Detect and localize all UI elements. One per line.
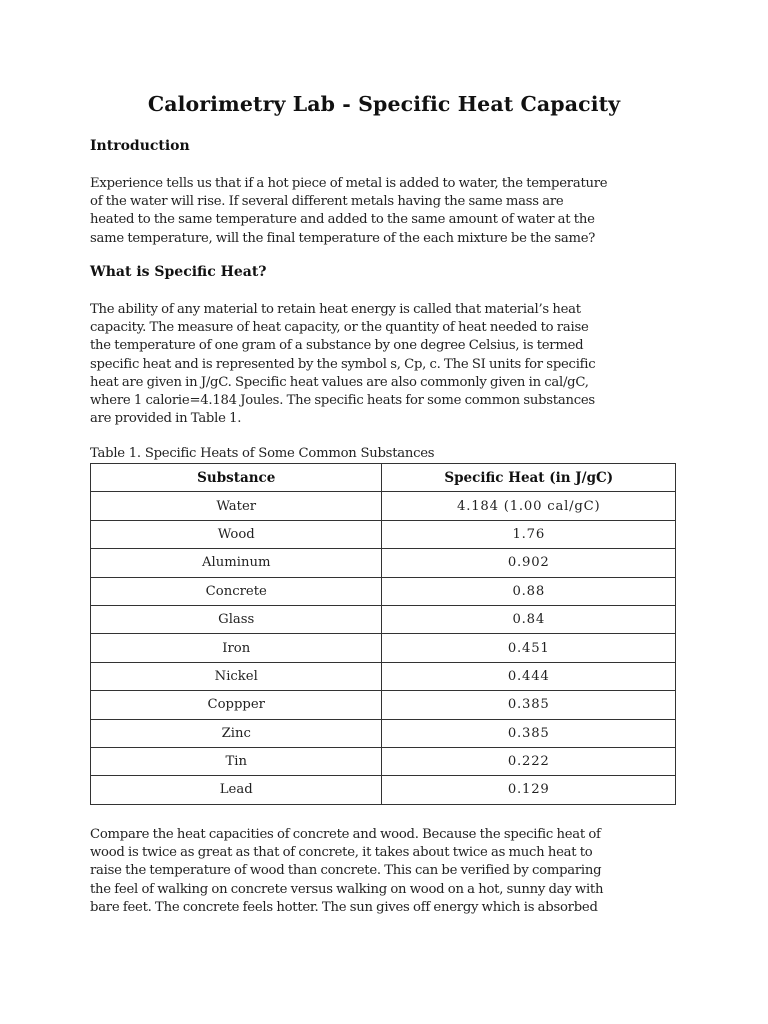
paragraph-line: of the water will rise. If several different metals having the same mass are [90, 194, 564, 210]
cell-specific-heat: 0.222 [382, 747, 676, 775]
introduction-heading: Introduction [90, 138, 190, 154]
header-substance: Substance [91, 464, 382, 492]
cell-specific-heat: 0.129 [382, 776, 676, 804]
cell-specific-heat: 4.184 (1.00 cal/gC) [382, 492, 676, 520]
table-row [91, 605, 676, 633]
paragraph-line: the temperature of one gram of a substance by one degree Celsius, is termed [90, 338, 584, 354]
page-title: Calorimetry Lab - Specific Heat Capacity [147, 92, 621, 116]
paragraph-line: same temperature, will the final temperature of the each mixture be the same? [90, 230, 596, 246]
paragraph-line: capacity. The measure of heat capacity, or the quantity of heat needed to raise [90, 320, 589, 336]
table-header-row [91, 464, 676, 492]
cell-substance: Concrete [91, 577, 382, 605]
cell-specific-heat: 1.76 [382, 520, 676, 548]
paragraph-line: are provided in Table 1. [90, 411, 242, 427]
table-row [91, 719, 676, 747]
cell-substance: Iron [91, 634, 382, 662]
table-row [91, 776, 676, 804]
paragraph-line: bare feet. The concrete feels hotter. The sun gives off energy which is absorbed [90, 899, 598, 915]
cell-specific-heat: 0.902 [382, 549, 676, 577]
paragraph-line: wood is twice as great as that of concrete, it takes about twice as much heat to [90, 845, 593, 861]
specific-heat-heading: What is Specific Heat? [90, 264, 267, 280]
cell-specific-heat: 0.88 [382, 577, 676, 605]
specific-heat-table [90, 463, 676, 805]
specific-heat-paragraph [90, 301, 682, 428]
table-row [91, 662, 676, 690]
cell-substance: Water [91, 492, 382, 520]
compare-paragraph [90, 826, 682, 917]
table-row [91, 747, 676, 775]
paragraph-line: The ability of any material to retain heat energy is called that material’s heat [90, 302, 581, 317]
paragraph-line: raise the temperature of wood than concrete. This can be verified by comparing [90, 863, 602, 879]
header-specific-heat: Specific Heat (in J/gC) [382, 464, 676, 492]
cell-substance: Lead [91, 776, 382, 804]
introduction-paragraph [90, 175, 682, 248]
cell-substance: Aluminum [91, 549, 382, 577]
cell-specific-heat: 0.84 [382, 605, 676, 633]
cell-substance: Coppper [91, 691, 382, 719]
cell-specific-heat: 0.444 [382, 662, 676, 690]
paragraph-line: heat are given in J/gC. Specific heat values are also commonly given in cal/gC, [90, 374, 589, 390]
cell-substance: Zinc [91, 719, 382, 747]
cell-specific-heat: 0.451 [382, 634, 676, 662]
paragraph-line: Compare the heat capacities of concrete and wood. Because the specific heat of [90, 827, 601, 842]
paragraph-line: specific heat and is represented by the symbol s, Cp, c. The SI units for specific [90, 356, 596, 372]
cell-specific-heat: 0.385 [382, 719, 676, 747]
table-row [91, 691, 676, 719]
table-row [91, 634, 676, 662]
paragraph-line: the feel of walking on concrete versus walking on wood on a hot, sunny day with [90, 881, 604, 897]
table-caption: Table 1. Specific Heats of Some Common Substances [90, 446, 435, 461]
paragraph-line: Experience tells us that if a hot piece of metal is added to water, the temperature [90, 176, 608, 191]
paragraph-line: where 1 calorie=4.184 Joules. The specific heats for some common substances [90, 393, 595, 409]
cell-substance: Nickel [91, 662, 382, 690]
table-row [91, 577, 676, 605]
table-row [91, 520, 676, 548]
cell-substance: Glass [91, 605, 382, 633]
cell-substance: Tin [91, 747, 382, 775]
table-row [91, 492, 676, 520]
table-row [91, 549, 676, 577]
cell-specific-heat: 0.385 [382, 691, 676, 719]
cell-substance: Wood [91, 520, 382, 548]
paragraph-line: heated to the same temperature and added to the same amount of water at the [90, 212, 595, 228]
